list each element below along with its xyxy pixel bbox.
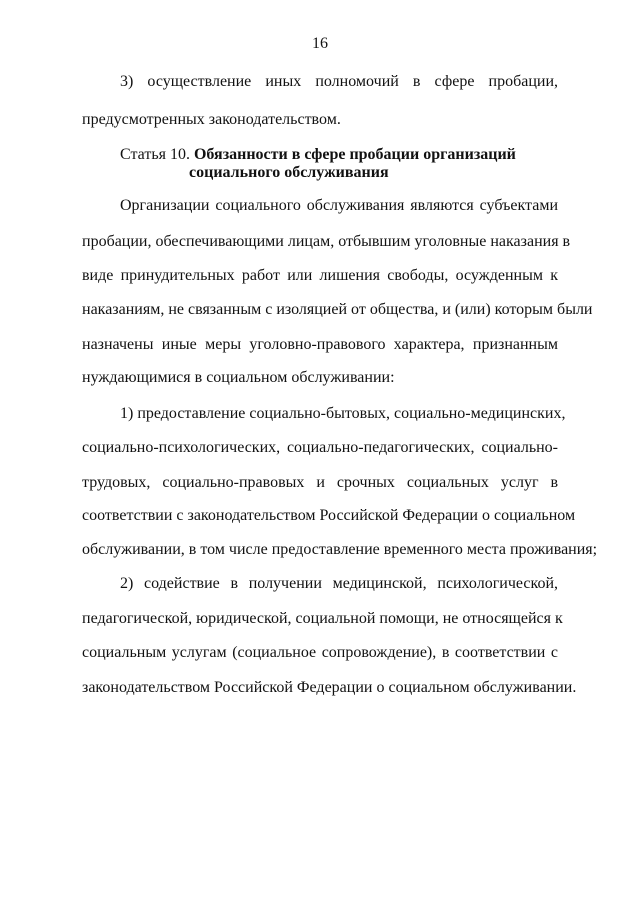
page-number: 16 [312, 35, 328, 52]
paragraph-line: пробации, обеспечивающими лицам, отбывшим уголовные наказания в [82, 233, 571, 250]
item-2-line: законодательством Российской Федерации о социальном обслуживании. [82, 679, 577, 696]
paragraph-line: виде принудительных работ или лишения свободы, осужденным к [82, 267, 558, 284]
paragraph-line: Организации социального обслуживания являются субъектами [120, 197, 558, 214]
article-title-line-2: социального обслуживания [189, 164, 389, 181]
item-1-line: соответствии с законодательством Российской Федерации о социальном [82, 507, 576, 524]
article-title-line-1: Обязанности в сфере пробации организаций [193, 146, 516, 163]
item-1-line: социально-психологических, социально-педагогических, социально- [82, 439, 558, 456]
item-2-line: педагогической, юридической, социальной помощи, не относящейся к [82, 610, 563, 627]
paragraph-line: назначены иные меры уголовно-правового характера, признанным [82, 336, 558, 353]
item-1-line: трудовых, социально-правовых и срочных социальных услуг в [82, 474, 558, 491]
item-1-line: 1) предоставление социально-бытовых, социально-медицинских, [120, 405, 566, 422]
item-1-line: обслуживании, в том числе предоставление временного места проживания; [82, 541, 598, 558]
paragraph-line: нуждающимися в социальном обслуживании: [82, 369, 395, 386]
paragraph-line: наказаниям, не связанным с изоляцией от общества, и (или) которым были [82, 301, 593, 318]
intro-line-2: предусмотренных законодательством. [82, 111, 341, 128]
intro-line-1: 3) осуществление иных полномочий в сфере пробации, [120, 73, 558, 90]
article-prefix: Статья 10. [120, 146, 190, 163]
item-2-line: 2) содействие в получении медицинской, психологической, [120, 575, 558, 592]
article-heading [120, 145, 516, 165]
item-2-line: социальным услугам (социальное сопровождение), в соответствии с [82, 644, 558, 661]
